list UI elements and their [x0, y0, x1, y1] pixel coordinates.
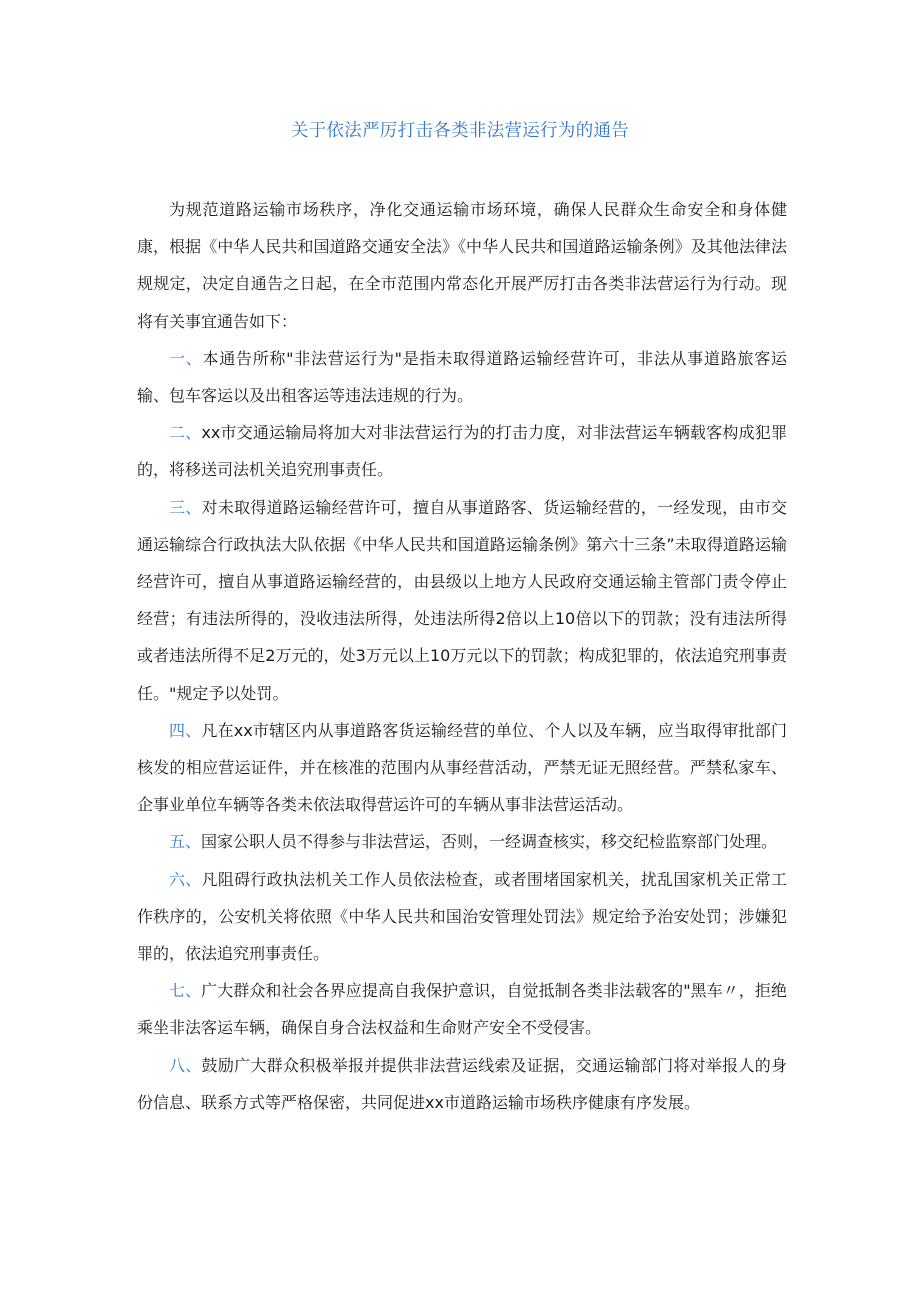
item-number: 八、	[169, 1055, 202, 1075]
notice-item-2	[137, 414, 787, 488]
item-number: 六、	[169, 869, 202, 889]
notice-item-1	[137, 340, 787, 414]
notice-item-8	[137, 1047, 787, 1121]
item-text: 本通告所称"非法营运行为"是指未取得道路运输经营许可，非法从事道路旅客运输、包车客运以及出租客运等违法违规的行为。	[137, 348, 787, 406]
notice-item-6	[137, 861, 787, 973]
notice-item-3	[137, 489, 787, 712]
document-title: 关于依法严厉打击各类非法营运行为的通告	[290, 121, 630, 141]
item-number: 五、	[169, 832, 202, 852]
item-text: 对未取得道路运输经营许可，擅自从事道路客、货运输经营的，一经发现，由市交通运输综合行政执法大队依据《中华人民共和国道路运输条例》第六十三条”未取得道路运输经营许可，擅自从事道路运输经营的，由县级以上地方人民政府交通运输主管部门责令停止经营；有违法所得的，没收违法所得，处违法所得2倍以上10倍以下的罚款；没有违法所得或者违法所得不足2万元的，处3万元以上10万元以下的罚款；构成犯罪的，依法追究刑事责任。"规定予以处罚。	[137, 497, 787, 703]
item-text: 凡阻碍行政执法机关工作人员依法检查，或者围堵国家机关，扰乱国家机关正常工作秩序的，公安机关将依照《中华人民共和国治安管理处罚法》规定给予治安处罚；涉嫌犯罪的，依法追究刑事责任。	[137, 869, 787, 964]
item-text: 广大群众和社会各界应提高自我保护意识，自觉抵制各类非法载客的"黑车〃，拒绝乘坐非法客运车辆，确保自身合法权益和生命财产安全不受侵害。	[137, 981, 787, 1038]
item-text: 凡在xx市辖区内从事道路客货运输经营的单位、个人以及车辆，应当取得审批部门核发的相应营运证件，并在核准的范围内从事经营活动，严禁无证无照经营。严禁私家车、企事业单位车辆等各类未依法取得营运许可的车辆从事非法营运活动。	[137, 720, 787, 815]
document-body	[137, 191, 787, 1121]
item-number: 一、	[169, 348, 203, 368]
item-number: 二、	[169, 423, 202, 443]
item-number: 三、	[169, 497, 202, 517]
item-text: 鼓励广大群众积极举报并提供非法营运线索及证据，交通运输部门将对举报人的身份信息、联系方式等严格保密，共同促进xx市道路运输市场秩序健康有序发展。	[137, 1055, 787, 1112]
notice-item-4	[137, 712, 787, 824]
item-text: xx市交通运输局将加大对非法营运行为的打击力度，对非法营运车辆载客构成犯罪的，将移送司法机关追究刑事责任。	[137, 423, 787, 480]
intro-text: 为规范道路运输市场秩序，净化交通运输市场环境，确保人民群众生命安全和身体健康，根据《中华人民共和国道路交通安全法》《中华人民共和国道路运输条例》及其他法律法规规定，决定自通告之日起，在全市范围内常态化开展严厉打击各类非法营运行为行动。现将有关事宜通告如下：	[137, 200, 787, 331]
intro-paragraph	[137, 191, 787, 340]
item-text: 国家公职人员不得参与非法营运，否则，一经调查核实，移交纪检监察部门处理。	[201, 832, 778, 852]
notice-item-7	[137, 972, 787, 1046]
notice-item-5	[137, 823, 787, 860]
item-number: 七、	[169, 981, 202, 1001]
item-number: 四、	[169, 720, 202, 740]
